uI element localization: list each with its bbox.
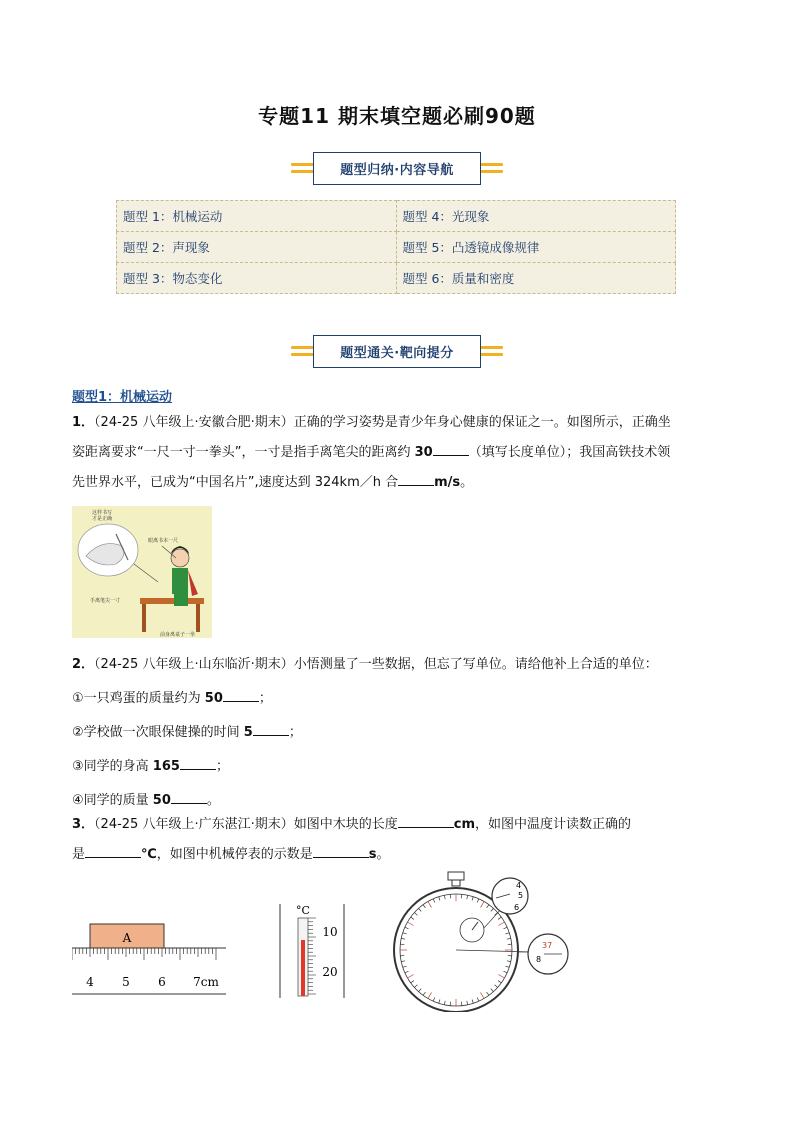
- q2-item-mark: ②: [72, 725, 84, 740]
- q1-text: 正确的学习姿势是青少年身心健康的保证之一。如图所示，正确坐: [293, 415, 671, 430]
- stopwatch-figure: [392, 870, 572, 1012]
- nav-item-type-3[interactable]: 题型 3：物态变化: [117, 263, 397, 294]
- q2-item-text: 一只鸡蛋的质量约为: [83, 691, 205, 706]
- question-1: [72, 408, 722, 498]
- ruler-ticks: [72, 948, 216, 960]
- q2-item-value: 50: [204, 691, 223, 706]
- label-chest-desk: 前身离桌子一拳: [160, 632, 196, 638]
- ruler-label: 7cm: [193, 975, 219, 989]
- q2-item-end: ；: [215, 759, 229, 774]
- thermometer-unit: °C: [296, 904, 310, 917]
- type-navigation-table: [116, 200, 676, 294]
- q2-item-1: [72, 684, 722, 714]
- q1-number: 1．: [72, 415, 95, 430]
- subdial-label: 5: [518, 891, 524, 900]
- q1-text: 姿距离要求“一尺一寸一拳头”，一寸是指手离笔尖的距离约: [72, 445, 415, 460]
- answer-blank[interactable]: [398, 813, 454, 828]
- answer-blank[interactable]: [180, 755, 216, 770]
- q3-source: （24-25 八年级上·广东湛江·期末）: [94, 817, 294, 832]
- block-label: A: [122, 931, 132, 945]
- q2-item-text: 同学的身高: [83, 759, 153, 774]
- q2-line-1: [72, 650, 722, 680]
- q3-text: 如图中木块的长度: [293, 817, 398, 832]
- q1-unit: m/s: [434, 475, 461, 490]
- q2-item-end: 。: [206, 793, 220, 808]
- q1-line-2: [72, 438, 722, 468]
- page-title: 专题11 期末填空题必刷90题: [258, 104, 536, 128]
- practice-banner: [0, 333, 794, 369]
- answer-blank[interactable]: [85, 843, 141, 858]
- q3-number: 3．: [72, 817, 95, 832]
- q1-line-1: [72, 408, 722, 438]
- ruler-label: 4: [86, 975, 94, 989]
- q3-line-2: [72, 840, 722, 870]
- label-hand-tip: 手离笔尖一寸: [90, 598, 121, 604]
- q3-text: ，如图中温度计读数正确的: [475, 817, 632, 832]
- subdial-label: 4: [516, 881, 522, 890]
- answer-blank[interactable]: [253, 721, 289, 736]
- q2-item-3: [72, 752, 722, 782]
- q1-text: （填写长度单位）；我国高铁技术领: [468, 445, 671, 460]
- q2-item-value: 5: [243, 725, 253, 740]
- q2-item-2: [72, 718, 722, 748]
- label-correct-line-1: 这样书写: [92, 510, 113, 516]
- q2-item-mark: ④: [72, 793, 84, 808]
- q2-item-mark: ③: [72, 759, 84, 774]
- q1-text: 先世界水平，已成为“中国名片”,速度达到 324km／h 合: [72, 475, 399, 490]
- answer-blank[interactable]: [223, 687, 259, 702]
- thermometer-label: 10: [322, 925, 338, 939]
- thermometer-ticks: [308, 918, 316, 994]
- practice-banner-label: 题型通关·靶向提分: [313, 335, 480, 368]
- zoom-label: 37: [542, 941, 553, 950]
- posture-illustration: [72, 506, 212, 638]
- q1-line-3: [72, 468, 722, 498]
- q3-text: ，如图中机械停表的示数是: [156, 847, 313, 862]
- q3-unit: cm: [453, 817, 476, 832]
- nav-item-type-2[interactable]: 题型 2：声现象: [117, 232, 397, 263]
- answer-blank[interactable]: [313, 843, 369, 858]
- nav-item-type-6[interactable]: 题型 6：质量和密度: [396, 263, 676, 294]
- q1-value: 30: [414, 445, 433, 460]
- label-correct-line-2: 才是正确: [92, 516, 113, 522]
- q2-item-text: 学校做一次眼保健操的时间: [83, 725, 244, 740]
- q2-text: 小悟测量了一些数据，但忘了写单位。请给他补上合适的单位：: [293, 657, 658, 672]
- q2-item-text: 同学的质量: [83, 793, 153, 808]
- q2-item-value: 50: [152, 793, 171, 808]
- zoom-label: 8: [536, 955, 542, 964]
- question-2: [72, 650, 722, 816]
- q2-item-end: ；: [258, 691, 272, 706]
- q1-end: 。: [460, 475, 474, 490]
- mercury-column: [301, 940, 305, 996]
- nav-item-type-5[interactable]: 题型 5：凸透镜成像规律: [396, 232, 676, 263]
- q2-number: 2．: [72, 657, 95, 672]
- q2-item-end: ；: [288, 725, 302, 740]
- nav-item-type-4[interactable]: 题型 4：光现象: [396, 201, 676, 232]
- q3-unit: s: [368, 847, 377, 862]
- q2-source: （24-25 八年级上·山东临沂·期末）: [94, 657, 294, 672]
- q3-end: 。: [376, 847, 390, 862]
- subdial-label: 6: [514, 903, 520, 912]
- thermometer-label: 20: [322, 965, 338, 979]
- ruler-figure: [72, 912, 228, 1000]
- thermometer-figure: [278, 900, 346, 1000]
- q1-source: （24-25 八年级上·安徽合肥·期末）: [94, 415, 294, 430]
- answer-blank[interactable]: [433, 441, 469, 456]
- question-3: [72, 810, 722, 870]
- answer-blank[interactable]: [398, 471, 434, 486]
- q3-text: 是: [72, 847, 86, 862]
- label-eye-book: 眼离书本一尺: [148, 538, 179, 544]
- nav-item-type-1[interactable]: 题型 1：机械运动: [117, 201, 397, 232]
- q3-unit: ℃: [141, 847, 157, 862]
- ruler-label: 6: [158, 975, 166, 989]
- ruler-label: 5: [122, 975, 130, 989]
- q3-line-1: [72, 810, 722, 840]
- q2-item-value: 165: [152, 759, 180, 774]
- nav-banner: [0, 150, 794, 186]
- nav-banner-label: 题型归纳·内容导航: [313, 152, 480, 185]
- q2-item-mark: ①: [72, 691, 84, 706]
- section-heading: 题型1：机械运动: [72, 390, 173, 405]
- answer-blank[interactable]: [171, 789, 207, 804]
